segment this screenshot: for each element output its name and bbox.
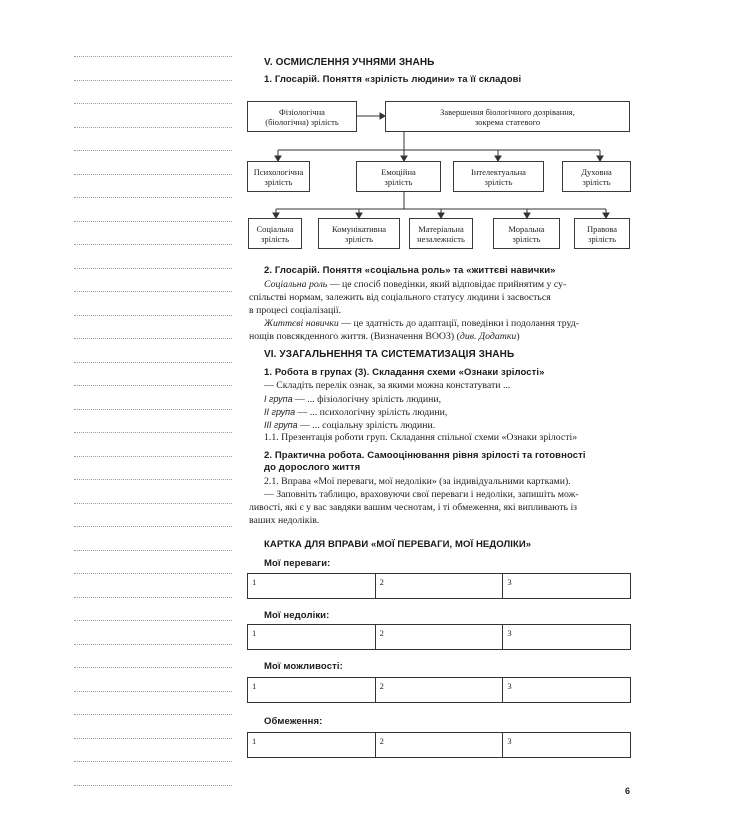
advantages-cell-3[interactable]: 3 [507, 577, 512, 587]
disadvantages-cell-3[interactable]: 3 [507, 628, 512, 638]
page-number: 6 [625, 786, 631, 796]
opportunities-label: Мої можливості: [264, 661, 343, 672]
box-intellectual-maturity: Інтелектуальна зрілість [453, 161, 544, 192]
limitations-label: Обмеження: [264, 716, 323, 727]
social-role-definition-line-3: в процесі соціалізації. [249, 305, 342, 316]
advantages-table [247, 573, 631, 599]
section-6-title: VI. УЗАГАЛЬНЕННЯ ТА СИСТЕМАТИЗАЦІЯ ЗНАНЬ [264, 349, 515, 360]
disadvantages-table [247, 624, 631, 650]
term-life-skills: Життєві навички [264, 318, 339, 329]
term-social-role: Соціальна роль [264, 279, 328, 290]
advantages-cell-1[interactable]: 1 [248, 574, 376, 598]
disadvantages-label: Мої недоліки: [264, 610, 330, 621]
box-psychological-maturity: Психологічна зрілість [247, 161, 310, 192]
social-role-definition-line-1: Соціальна роль — це спосіб поведінки, який відповідає прийнятим у су- [264, 279, 567, 290]
advantages-cell-2[interactable]: 2 [376, 574, 504, 598]
presentation-step: 1.1. Презентація роботи груп. Складання спільної схеми «Ознаки зрілості» [264, 432, 578, 443]
box-biological-completion: Завершення біологічного дозрівання, зокрема статевого [385, 101, 630, 132]
practical-work-title-line-2: до дорослого життя [264, 462, 361, 473]
group-2-task: II група — ... психологічну зрілість людини, [264, 407, 448, 418]
opportunities-cell-1[interactable]: 1 [248, 678, 376, 702]
group-work-title: 1. Робота в групах (3). Складання схеми «Ознаки зрілості» [264, 367, 545, 378]
exercise-instruction-line-1: — Заповніть таблицю, враховуючи свої переваги і недоліки, запишіть мож- [264, 489, 579, 500]
exercise-intro: 2.1. Вправа «Мої переваги, мої недоліки» (за індивідуальними картками). [264, 476, 571, 487]
life-skills-definition-line-1: Життєві навички — це здатність до адаптації, поведінки і подолання труд- [264, 318, 580, 329]
card-title: КАРТКА ДЛЯ ВПРАВИ «МОЇ ПЕРЕВАГИ, МОЇ НЕДОЛІКИ» [264, 539, 532, 550]
exercise-instruction-line-3: ваших недоліків. [249, 515, 320, 526]
glossary-2-title: 2. Глосарій. Поняття «соціальна роль» та «життєві навички» [264, 265, 556, 276]
opportunities-cell-3[interactable]: 3 [507, 681, 512, 691]
limitations-cell-2[interactable]: 2 [376, 733, 504, 757]
practical-work-title-line-1: 2. Практична робота. Самооцінювання рівня зрілості та готовності [264, 450, 586, 461]
exercise-instruction-line-2: ливості, які є у вас завдяки вашим чеснотам, і ті обмеження, які випливають із [249, 502, 578, 513]
opportunities-cell-2[interactable]: 2 [376, 678, 504, 702]
disadvantages-cell-1[interactable]: 1 [248, 625, 376, 649]
box-social-maturity: Соціальна зрілість [248, 218, 302, 249]
box-moral-maturity: Моральна зрілість [493, 218, 560, 249]
box-physiological-maturity: Фізіологічна (біологічна) зрілість [247, 101, 357, 132]
box-spiritual-maturity: Духовна зрілість [562, 161, 631, 192]
group-3-task: III група — ... соціальну зрілість людини. [264, 420, 436, 431]
limitations-cell-1[interactable]: 1 [248, 733, 376, 757]
limitations-cell-3[interactable]: 3 [507, 736, 512, 746]
life-skills-definition-line-2: нощів повсякденного життя. (Визначення ВООЗ) (див. Додатки) [249, 331, 520, 342]
box-legal-maturity: Правова зрілість [574, 218, 630, 249]
advantages-label: Мої переваги: [264, 558, 331, 569]
group-work-instruction: — Складіть перелік ознак, за якими можна констатувати ... [264, 380, 511, 391]
opportunities-table [247, 677, 631, 703]
limitations-table [247, 732, 631, 758]
disadvantages-cell-2[interactable]: 2 [376, 625, 504, 649]
glossary-1-title: 1. Глосарій. Поняття «зрілість людини» та її складові [264, 74, 522, 85]
group-1-task: I група — ... фізіологічну зрілість людини, [264, 394, 442, 405]
section-5-title: V. ОСМИСЛЕННЯ УЧНЯМИ ЗНАНЬ [264, 57, 435, 68]
box-communicative-maturity: Комунікативна зрілість [318, 218, 400, 249]
social-role-definition-line-2: спільстві нормам, залежить від соціального статусу людини і засвоється [249, 292, 551, 303]
box-material-independence: Матеріальна незалежність [409, 218, 473, 249]
box-emotional-maturity: Емоційна зрілість [356, 161, 441, 192]
